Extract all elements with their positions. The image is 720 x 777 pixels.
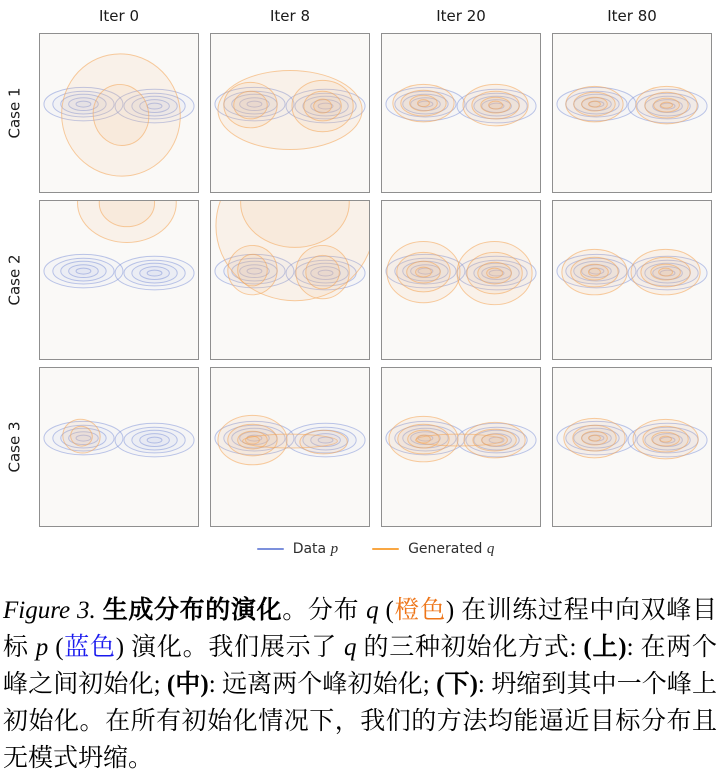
plot-panel-case1-iter20 bbox=[381, 33, 541, 193]
plot-panel-case2-iter8 bbox=[210, 200, 370, 360]
caption-segment-figname: Figure 3. bbox=[3, 597, 103, 624]
legend-label-generated-q bbox=[408, 541, 494, 558]
figure-legend bbox=[39, 534, 712, 564]
caption-segment-normal: 。分布 bbox=[282, 597, 367, 624]
legend-item-data-p bbox=[257, 541, 338, 558]
caption-segment-normal: : 远离两个峰初始化; bbox=[208, 671, 437, 698]
row-label-case-2-text: Case 2 bbox=[6, 254, 24, 306]
col-header-iter-8: Iter 8 bbox=[269, 7, 310, 25]
plot-panel-case1-iter8 bbox=[210, 33, 370, 193]
figure-3 bbox=[0, 2, 720, 564]
caption-segment-normal: ( bbox=[48, 634, 64, 661]
caption-segment-bold: (中) bbox=[166, 671, 209, 698]
row-label-case-3-text: Case 3 bbox=[6, 421, 24, 473]
contour-plot-case2-iter0 bbox=[40, 201, 198, 359]
legend-label-generated-text: Generated bbox=[408, 540, 483, 557]
row-label-case-1 bbox=[2, 33, 28, 193]
caption-segment-bold: (下) bbox=[436, 671, 478, 698]
col-header-iter-0: Iter 0 bbox=[98, 7, 139, 25]
contour-plot-case1-iter0 bbox=[40, 34, 198, 192]
row-label-case-2 bbox=[2, 200, 28, 360]
contour-plot-case2-iter8 bbox=[211, 201, 369, 359]
legend-line-orange bbox=[372, 548, 399, 550]
caption-segment-orange: 橙色 bbox=[393, 597, 446, 624]
figure-caption bbox=[0, 592, 720, 777]
contour-plot-case2-iter80 bbox=[553, 201, 711, 359]
caption-segment-normal: : 在两个峰之间初始化; bbox=[3, 634, 717, 698]
contour-plot-case3-iter8 bbox=[211, 368, 369, 526]
plot-panel-case3-iter0 bbox=[39, 367, 199, 527]
row-label-case-1-text: Case 1 bbox=[6, 87, 24, 139]
plot-panel-case3-iter20 bbox=[381, 367, 541, 527]
legend-var-q: q bbox=[486, 540, 495, 557]
contour-plot-case3-iter80 bbox=[553, 368, 711, 526]
legend-label-data-text: Data bbox=[292, 540, 327, 557]
caption-segment-bold: (上) bbox=[583, 634, 627, 661]
caption-segment-normal: : 坍缩到其中一个峰上初始化。在所有初始化情况下，我们的方法均能逼近目标分布且无模式坍缩。 bbox=[3, 671, 717, 772]
col-header-iter-80: Iter 80 bbox=[607, 7, 657, 25]
contour-plot-case1-iter8 bbox=[211, 34, 369, 192]
caption-segment-normal: 的三种初始化方式: bbox=[356, 634, 584, 661]
plot-panel-case2-iter20 bbox=[381, 200, 541, 360]
legend-line-blue bbox=[257, 548, 284, 550]
plot-panel-case2-iter80 bbox=[552, 200, 712, 360]
contour-plot-case3-iter20 bbox=[382, 368, 540, 526]
caption-segment-math: q bbox=[344, 634, 357, 661]
plot-panel-case2-iter0 bbox=[39, 200, 199, 360]
contour-plot-case1-iter20 bbox=[382, 34, 540, 192]
caption-segment-normal: ) 演化。我们展示了 bbox=[115, 634, 345, 661]
contour-plot-case1-iter80 bbox=[553, 34, 711, 192]
contour-plot-case2-iter20 bbox=[382, 201, 540, 359]
legend-label-data-p bbox=[293, 541, 338, 558]
caption-segment-math: p bbox=[35, 634, 49, 661]
legend-item-generated-q bbox=[372, 541, 494, 558]
caption-segment-normal: ( bbox=[378, 597, 394, 624]
row-label-case-3 bbox=[2, 367, 28, 527]
plot-panel-case1-iter0 bbox=[39, 33, 199, 193]
caption-segment-blue: 蓝色 bbox=[63, 634, 116, 661]
caption-segment-math: q bbox=[366, 597, 379, 624]
subplot-grid bbox=[0, 2, 720, 564]
caption-segment-bold: 生成分布的演化 bbox=[102, 597, 283, 624]
col-header-iter-20: Iter 20 bbox=[436, 7, 486, 25]
plot-panel-case1-iter80 bbox=[552, 33, 712, 193]
caption-segment-normal: ) 在训练过程中向双峰目标 bbox=[3, 597, 717, 661]
legend-var-p: p bbox=[330, 540, 339, 557]
plot-panel-case3-iter8 bbox=[210, 367, 370, 527]
plot-panel-case3-iter80 bbox=[552, 367, 712, 527]
contour-plot-case3-iter0 bbox=[40, 368, 198, 526]
